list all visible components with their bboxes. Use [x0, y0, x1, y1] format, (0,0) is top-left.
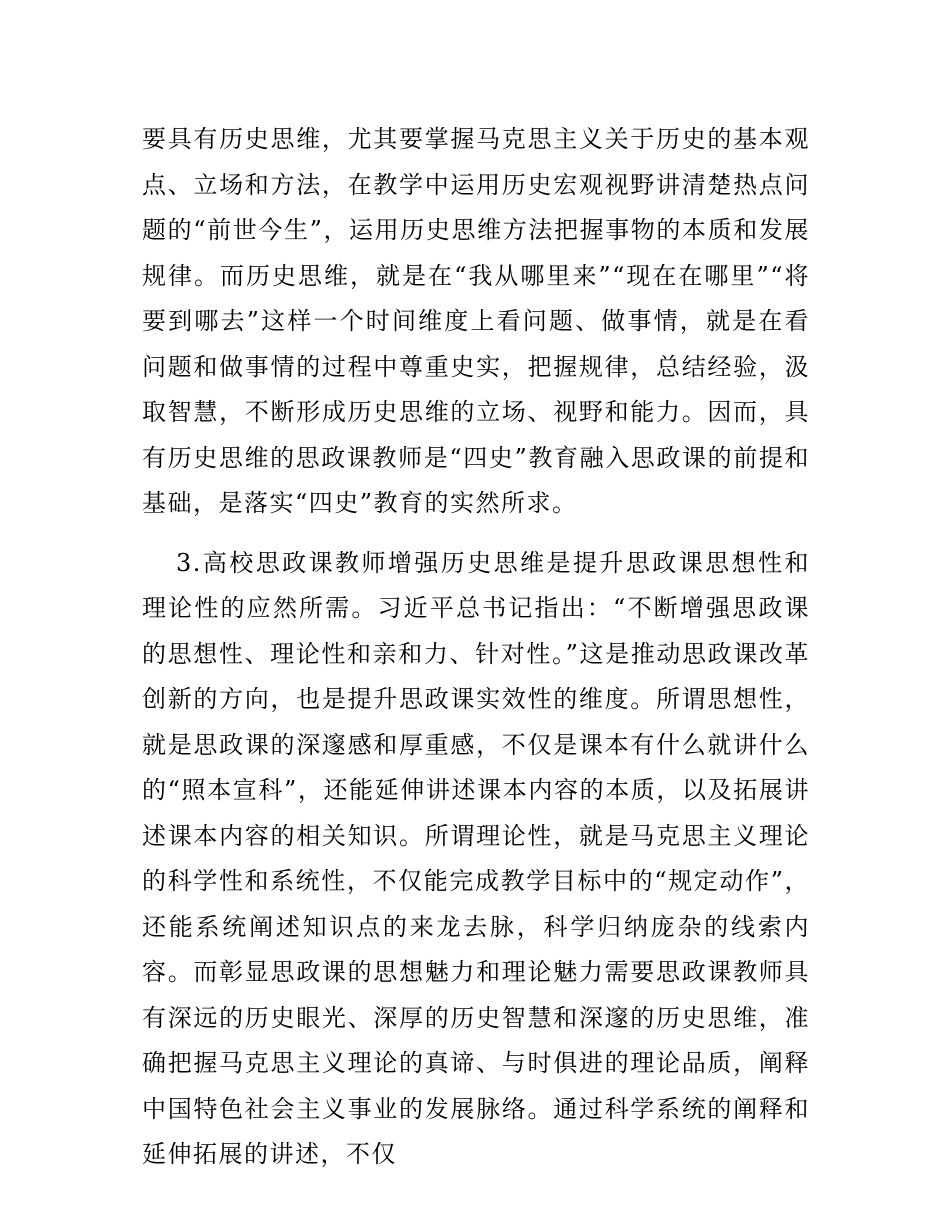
paragraph-point-3: 3.高校思政课教师增强历史思维是提升思政课思想性和理论性的应然所需。习近平总书记指出：“不断增强思政课的思想性、理论性和亲和力、针对性。”这是推动思政课改革创新的方向，也是提升思政课实效性的维度。所谓思想性，就是思政课的深邃感和厚重感，不仅是课本有什么就讲什么的“照本宣科”，还能延伸讲述课本内容的本质，以及拓展讲述课本内容的相关知识。所谓理论性，就是马克思主义理论的科学性和系统性，不仅能完成教学目标中的“规定动作”，还能系统阐述知识点的来龙去脉，科学归纳庞杂的线索内容。而彰显思政课的思想魅力和理论魅力需要思政课教师具有深远的历史眼光、深厚的历史智慧和深邃的历史思维，准确把握马克思主义理论的真谛、与时俱进的理论品质，阐释中国特色社会主义事业的发展脉络。通过科学系统的阐释和延伸拓展的讲述，不仅 [142, 548, 810, 1168]
paragraph-continuation: 要具有历史思维，尤其要掌握马克思主义关于历史的基本观点、立场和方法，在教学中运用历史宏观视野讲清楚热点问题的“前世今生”，运用历史思维方法把握事物的本质和发展规律。而历史思维，就是在“我从哪里来”“现在在哪里”“将要到哪去”这样一个时间维度上看问题、做事情，就是在看问题和做事情的过程中尊重史实，把握规律，总结经验，汲取智慧，不断形成历史思维的立场、视野和能力。因而，具有历史思维的思政课教师是“四史”教育融入思政课的前提和基础，是落实“四史”教育的实然所求。 [142, 125, 810, 517]
body-text [142, 117, 810, 1178]
